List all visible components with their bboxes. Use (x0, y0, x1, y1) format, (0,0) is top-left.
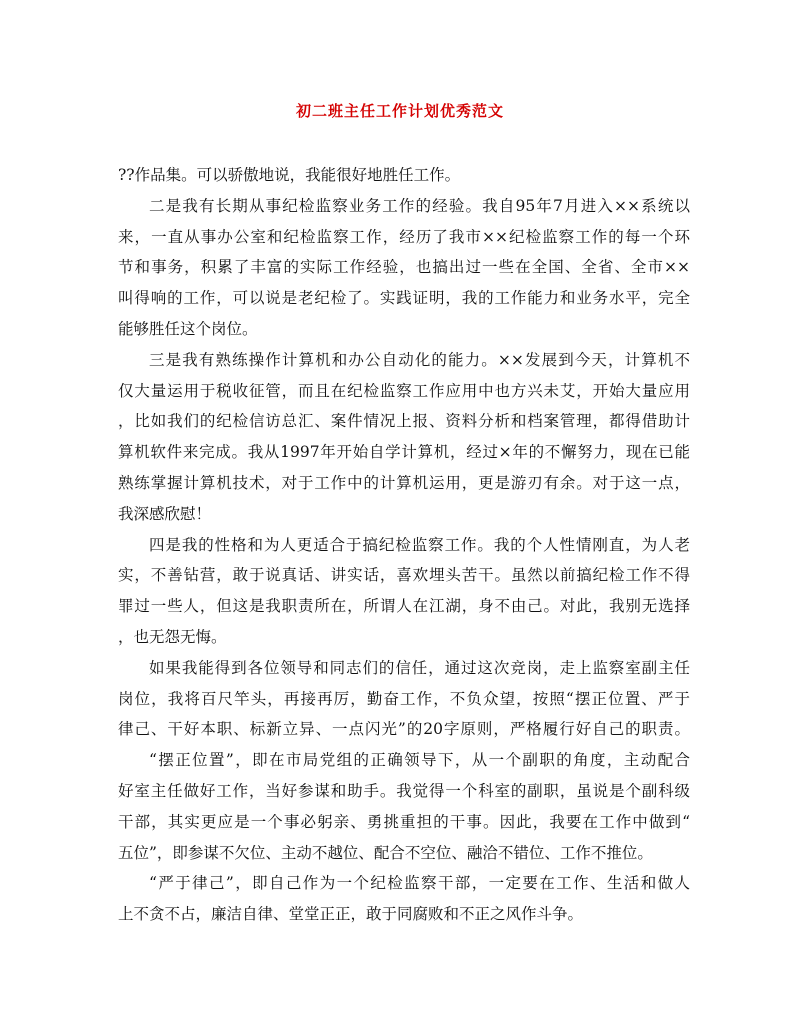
text-line: 实，不善钻营，敢于说真话、讲实话，喜欢埋头苦干。虽然以前搞纪检工作不得 (118, 566, 690, 585)
text-line: 岗位，我将百尺竿头，再接再厉，勤奋工作，不负众望，按照“摆正位置、严于 (118, 689, 690, 708)
text-line: 好室主任做好工作，当好参谋和助手。我觉得一个科室的副职，虽说是个副科级 (118, 781, 690, 800)
text-line: “摆正位置”，即在市局党组的正确领导下，从一个副职的角度，主动配合 (149, 751, 690, 770)
text-line: 五位”，即参谋不欠位、主动不越位、配合不空位、融洽不错位、工作不推位。 (118, 843, 653, 862)
text-line: 我深感欣慰！ (118, 504, 212, 523)
text-line: 节和事务，积累了丰富的实际工作经验，也搞出过一些在全国、全省、全市×× (118, 258, 690, 277)
text-line: 上不贪不占，廉洁自律、堂堂正正，敢于同腐败和不正之风作斗争。 (118, 905, 584, 924)
text-line: “严于律己”，即自己作为一个纪检监察干部，一定要在工作、生活和做人 (149, 874, 690, 893)
text-line: 仅大量运用于税收征管，而且在纪检监察工作应用中也方兴未艾，开始大量应用 (118, 381, 690, 400)
text-line: 算机软件来完成。我从1997年开始自学计算机，经过×年的不懈努力，现在已能 (118, 443, 690, 462)
text-line: 来，一直从事办公室和纪检监察工作，经历了我市××纪检监察工作的每一个环 (118, 227, 690, 246)
text-line: 熟练掌握计算机技术，对于工作中的计算机运用，更是游刃有余。对于这一点， (118, 473, 690, 492)
text-line: 三是我有熟练操作计算机和办公自动化的能力。××发展到今天，计算机不 (149, 350, 690, 369)
text-line: 能够胜任这个岗位。 (118, 319, 258, 338)
text-line: 干部，其实更应是一个事必躬亲、勇挑重担的干事。因此，我要在工作中做到“ (118, 812, 690, 831)
text-line: 罪过一些人，但这是我职责所在，所谓人在江湖，身不由己。对此，我别无选择 (118, 597, 690, 616)
document-body (118, 160, 690, 930)
text-line: ??作品集。可以骄傲地说，我能很好地胜任工作。 (118, 166, 461, 184)
text-line: 叫得响的工作，可以说是老纪检了。实践证明，我的工作能力和业务水平，完全 (118, 289, 690, 308)
text-line: ，也无怨无悔。 (118, 627, 227, 646)
text-line: 律己、干好本职、标新立异、一点闪光”的20字原则，严格履行好自己的职责。 (118, 720, 690, 739)
text-line: 四是我的性格和为人更适合于搞纪检监察工作。我的个人性情刚直，为人老 (149, 535, 690, 554)
document-title: 初二班主任工作计划优秀范文 (295, 102, 504, 120)
text-line: ，比如我们的纪检信访总汇、案件情况上报、资料分析和档案管理，都得借助计 (118, 412, 690, 431)
text-line: 二是我有长期从事纪检监察业务工作的经验。我自95年7月进入××系统以 (149, 196, 690, 215)
text-line: 如果我能得到各位领导和同志们的信任，通过这次竞岗，走上监察室副主任 (149, 658, 690, 677)
